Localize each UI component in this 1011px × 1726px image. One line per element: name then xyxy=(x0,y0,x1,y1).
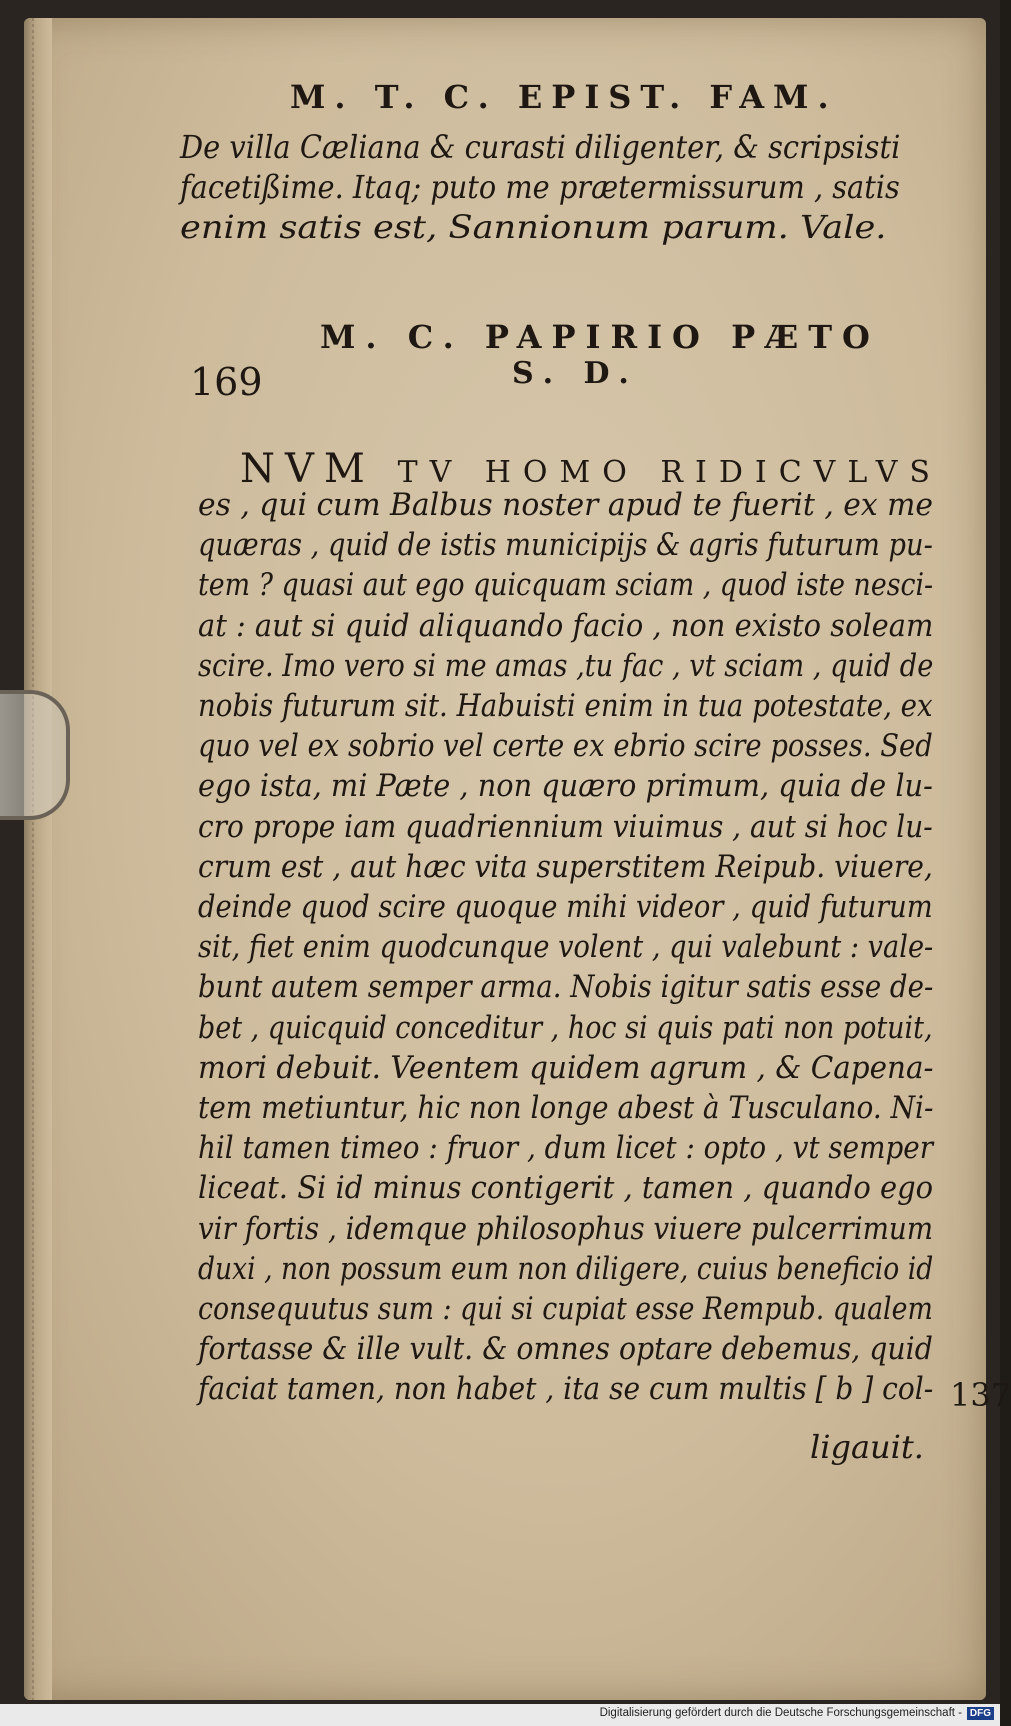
catchword: ligauit. xyxy=(810,1428,924,1466)
body-line: quo vel ex sobrio vel certe ex ebrio scire posses. Sed xyxy=(198,729,933,765)
body-line: vir fortis , idemque philosophus viuere pulcerrimum xyxy=(198,1211,934,1247)
body-line: liceat. Si id minus contigerit , tamen , quando ego xyxy=(198,1171,934,1207)
dfg-logo: DFG xyxy=(967,1707,994,1720)
body-line: consequutus sum : qui si cupiat esse Rempub. qualem xyxy=(198,1292,933,1327)
body-line: duxi , non possum eum non diligere, cuius beneficio id xyxy=(198,1251,934,1287)
opening-words xyxy=(240,446,942,492)
body-line: fortasse & ille vult. & omnes optare debemus, quid xyxy=(198,1332,933,1368)
footer-text: Digitalisierung gefördert durch die Deutsche Forschungsgemeinschaft - xyxy=(599,1707,962,1719)
body-line: hil tamen timeo : fruor , dum licet : opto , vt semper xyxy=(198,1131,934,1167)
letter-heading: M. C. PAPIRIO PÆTO xyxy=(320,318,880,356)
page-stack-edge xyxy=(24,18,52,1700)
body-line: at : aut si quid aliquando facio , non existo soleam xyxy=(198,608,934,644)
body-line: es , qui cum Balbus noster apud te fuerit , ex me xyxy=(198,488,933,523)
previous-letter-line: facetißime. Itaq; puto me prætermissurum , satis xyxy=(180,168,900,206)
running-head: M. T. C. EPIST. FAM. xyxy=(290,78,838,116)
letter-number: 169 xyxy=(190,360,263,404)
body-line: scire. Imo vero si me amas ,tu fac , vt sciam , quid de xyxy=(198,648,934,684)
previous-letter-line: De villa Cæliana & curasti diligenter, & scripsisti xyxy=(180,128,901,166)
letter-salutation: S. D. xyxy=(512,356,639,391)
book-clip xyxy=(0,690,70,820)
margin-number: 137 xyxy=(950,1376,1011,1414)
body-line: bet , quicquid conceditur , hoc si quis pati non potuit, xyxy=(198,1010,933,1046)
body-line: ego ista, mi Pæte , non quæro primum, quia de lu- xyxy=(198,769,933,805)
body-line: bunt autem semper arma. Nobis igitur satis esse de- xyxy=(198,970,934,1006)
body-line: mori debuit. Veentem quidem agrum , & Capena- xyxy=(198,1050,934,1086)
opening-rest: TV HOMO RIDICVLVS xyxy=(397,455,942,490)
previous-letter-line: enim satis est, Sannionum parum. Vale. xyxy=(180,208,887,246)
body-line: faciat tamen, non habet , ita se cum multis [ b ] col- xyxy=(198,1372,934,1408)
body-line: tem ? quasi aut ego quicquam sciam , quod iste nesci- xyxy=(198,568,934,604)
body-line: cro prope iam quadriennium viuimus , aut si hoc lu- xyxy=(198,809,933,845)
opening-initial: NVM xyxy=(240,446,375,492)
body-line: tem metiuntur, hic non longe abest à Tusculano. Ni- xyxy=(198,1091,934,1126)
body-line: deinde quod scire quoque mihi videor , quid futurum xyxy=(198,890,933,925)
body-line: nobis futurum sit. Habuisti enim in tua potestate, ex xyxy=(198,689,933,724)
body-line: quæras , quid de istis municipijs & agris futurum pu- xyxy=(198,528,933,564)
body-line: sit, fiet enim quodcunque volent , qui valebunt : vale- xyxy=(198,930,934,966)
body-line: crum est , aut hæc vita superstitem Reipub. viuere, xyxy=(198,849,933,885)
